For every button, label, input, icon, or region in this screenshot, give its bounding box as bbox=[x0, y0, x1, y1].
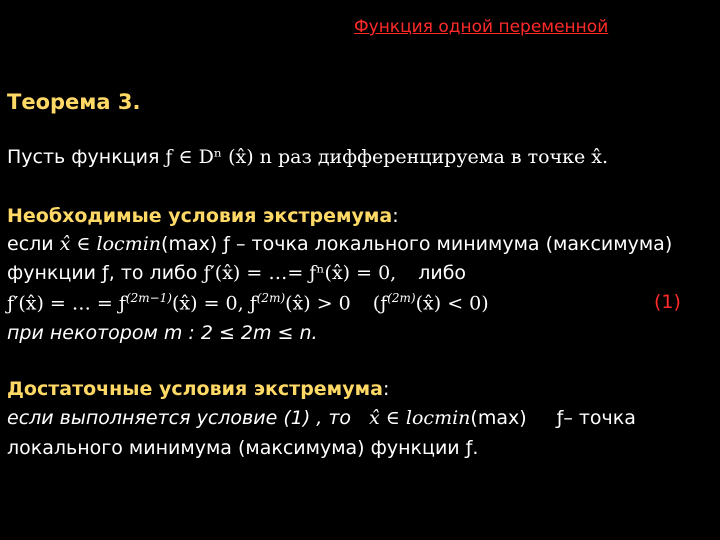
line-c-part-4: (ƒ bbox=[372, 292, 388, 315]
premise-line bbox=[7, 146, 608, 168]
sufficient-colon: : bbox=[382, 378, 390, 400]
equation-number: (1) bbox=[654, 291, 681, 313]
premise-tail: n раз дифференцируема в точке x̂. bbox=[253, 146, 609, 168]
line-e-text-1: если выполняется условие (1) , то bbox=[7, 407, 352, 429]
line-a-math: x̂ ∈ locmin bbox=[59, 233, 162, 255]
theorem-title: Теорема 3. bbox=[7, 90, 141, 114]
sufficient-heading: Достаточные условия экстремума bbox=[7, 378, 383, 400]
premise-formula: ƒ ∈ Dⁿ (x̂) bbox=[165, 146, 254, 168]
line-e-math: x̂ ∈ locmin bbox=[369, 407, 471, 429]
line-b-text-1: функции ƒ, то либо bbox=[7, 262, 204, 284]
line-a-text-2: (max) ƒ – точка локального минимума (максимума) bbox=[161, 233, 673, 255]
necessary-colon: : bbox=[392, 205, 399, 227]
necessary-line-d: при некотором m : 2 ≤ 2m ≤ n. bbox=[7, 322, 318, 344]
necessary-heading-line bbox=[7, 205, 399, 227]
necessary-line-b bbox=[7, 262, 466, 284]
necessary-line-a bbox=[7, 233, 672, 255]
line-b-math: ƒ′(x̂) = …= ƒⁿ(x̂) = 0, bbox=[203, 262, 397, 284]
sufficient-heading-line bbox=[7, 378, 389, 400]
line-e-text-2: (max) bbox=[470, 407, 527, 429]
slide-header-title: Функция одной переменной bbox=[354, 17, 609, 37]
necessary-line-c bbox=[7, 291, 489, 314]
line-c-part-1: ƒ′(x̂) = … = ƒ bbox=[7, 292, 126, 315]
line-c-part-2: (x̂) = 0, ƒ bbox=[172, 292, 257, 315]
premise-lead: Пусть функция bbox=[7, 146, 166, 168]
sufficient-line-f: локального минимума (максимума) функции ƒ. bbox=[7, 437, 479, 459]
line-c-part-5: (x̂) < 0) bbox=[415, 292, 489, 315]
line-b-text-2: либо bbox=[418, 262, 467, 284]
line-c-part-3: (x̂) > 0 bbox=[285, 292, 351, 315]
line-a-text-1: если bbox=[7, 233, 60, 255]
line-c-sup-2: (2m) bbox=[256, 291, 286, 305]
line-c-sup-1: (2m−1) bbox=[125, 291, 172, 305]
line-e-text-3: ƒ– точка bbox=[556, 407, 636, 429]
necessary-heading: Необходимые условия экстремума bbox=[7, 205, 393, 227]
line-c-sup-3: (2m) bbox=[387, 291, 416, 305]
sufficient-line-e bbox=[7, 407, 636, 429]
